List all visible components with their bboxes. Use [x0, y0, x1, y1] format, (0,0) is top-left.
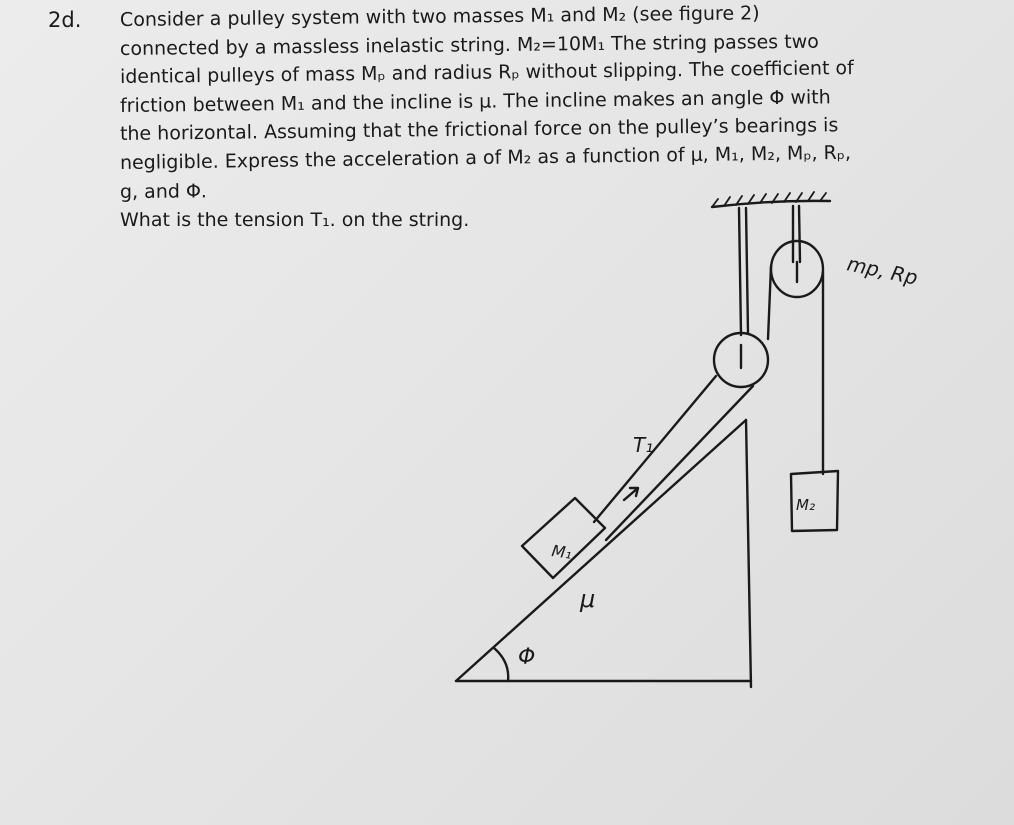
problem-line: the horizontal. Assuming that the frictional force on the pulley’s bearings is: [119, 114, 839, 146]
incline-vertical: [746, 420, 751, 687]
problem-line: identical pulleys of mass Mₚ and radius Rₚ without slipping. The coefficient of: [119, 57, 854, 89]
ceiling-line: [712, 201, 830, 207]
mass1-label: M₁: [550, 541, 574, 563]
problem-number: 2d.: [48, 8, 82, 32]
angle-arc: [494, 648, 508, 681]
problem-line: friction between M₁ and the incline is μ. The incline makes an angle Φ with: [119, 86, 831, 117]
tension-label: T₁: [633, 433, 654, 457]
friction-label: μ: [580, 585, 596, 613]
tension-arrow: [624, 488, 638, 500]
angle-label: Φ: [518, 645, 536, 670]
pulley-mass-radius-label: mp, Rp: [844, 251, 920, 290]
problem-line: negligible. Express the acceleration a of M₂ as a function of μ, M₁, M₂, Mₚ, Rₚ,: [119, 141, 852, 174]
problem-line: g, and Φ.: [119, 179, 207, 203]
mass2-label: M₂: [796, 496, 815, 514]
problem-line: connected by a massless inelastic string. M₂=10M₁ The string passes two: [119, 30, 819, 60]
right-support: [793, 206, 800, 262]
string-incline-upper: [594, 376, 716, 522]
left-support: [739, 208, 748, 335]
problem-line: What is the tension T₁. on the string.: [120, 209, 470, 232]
mass1-block: [522, 498, 605, 578]
problem-line: Consider a pulley system with two masses M₁ and M₂ (see figure 2): [119, 2, 760, 31]
incline-hypotenuse: [456, 420, 746, 681]
string-left-top: [768, 266, 771, 339]
string-incline-lower: [606, 386, 753, 540]
